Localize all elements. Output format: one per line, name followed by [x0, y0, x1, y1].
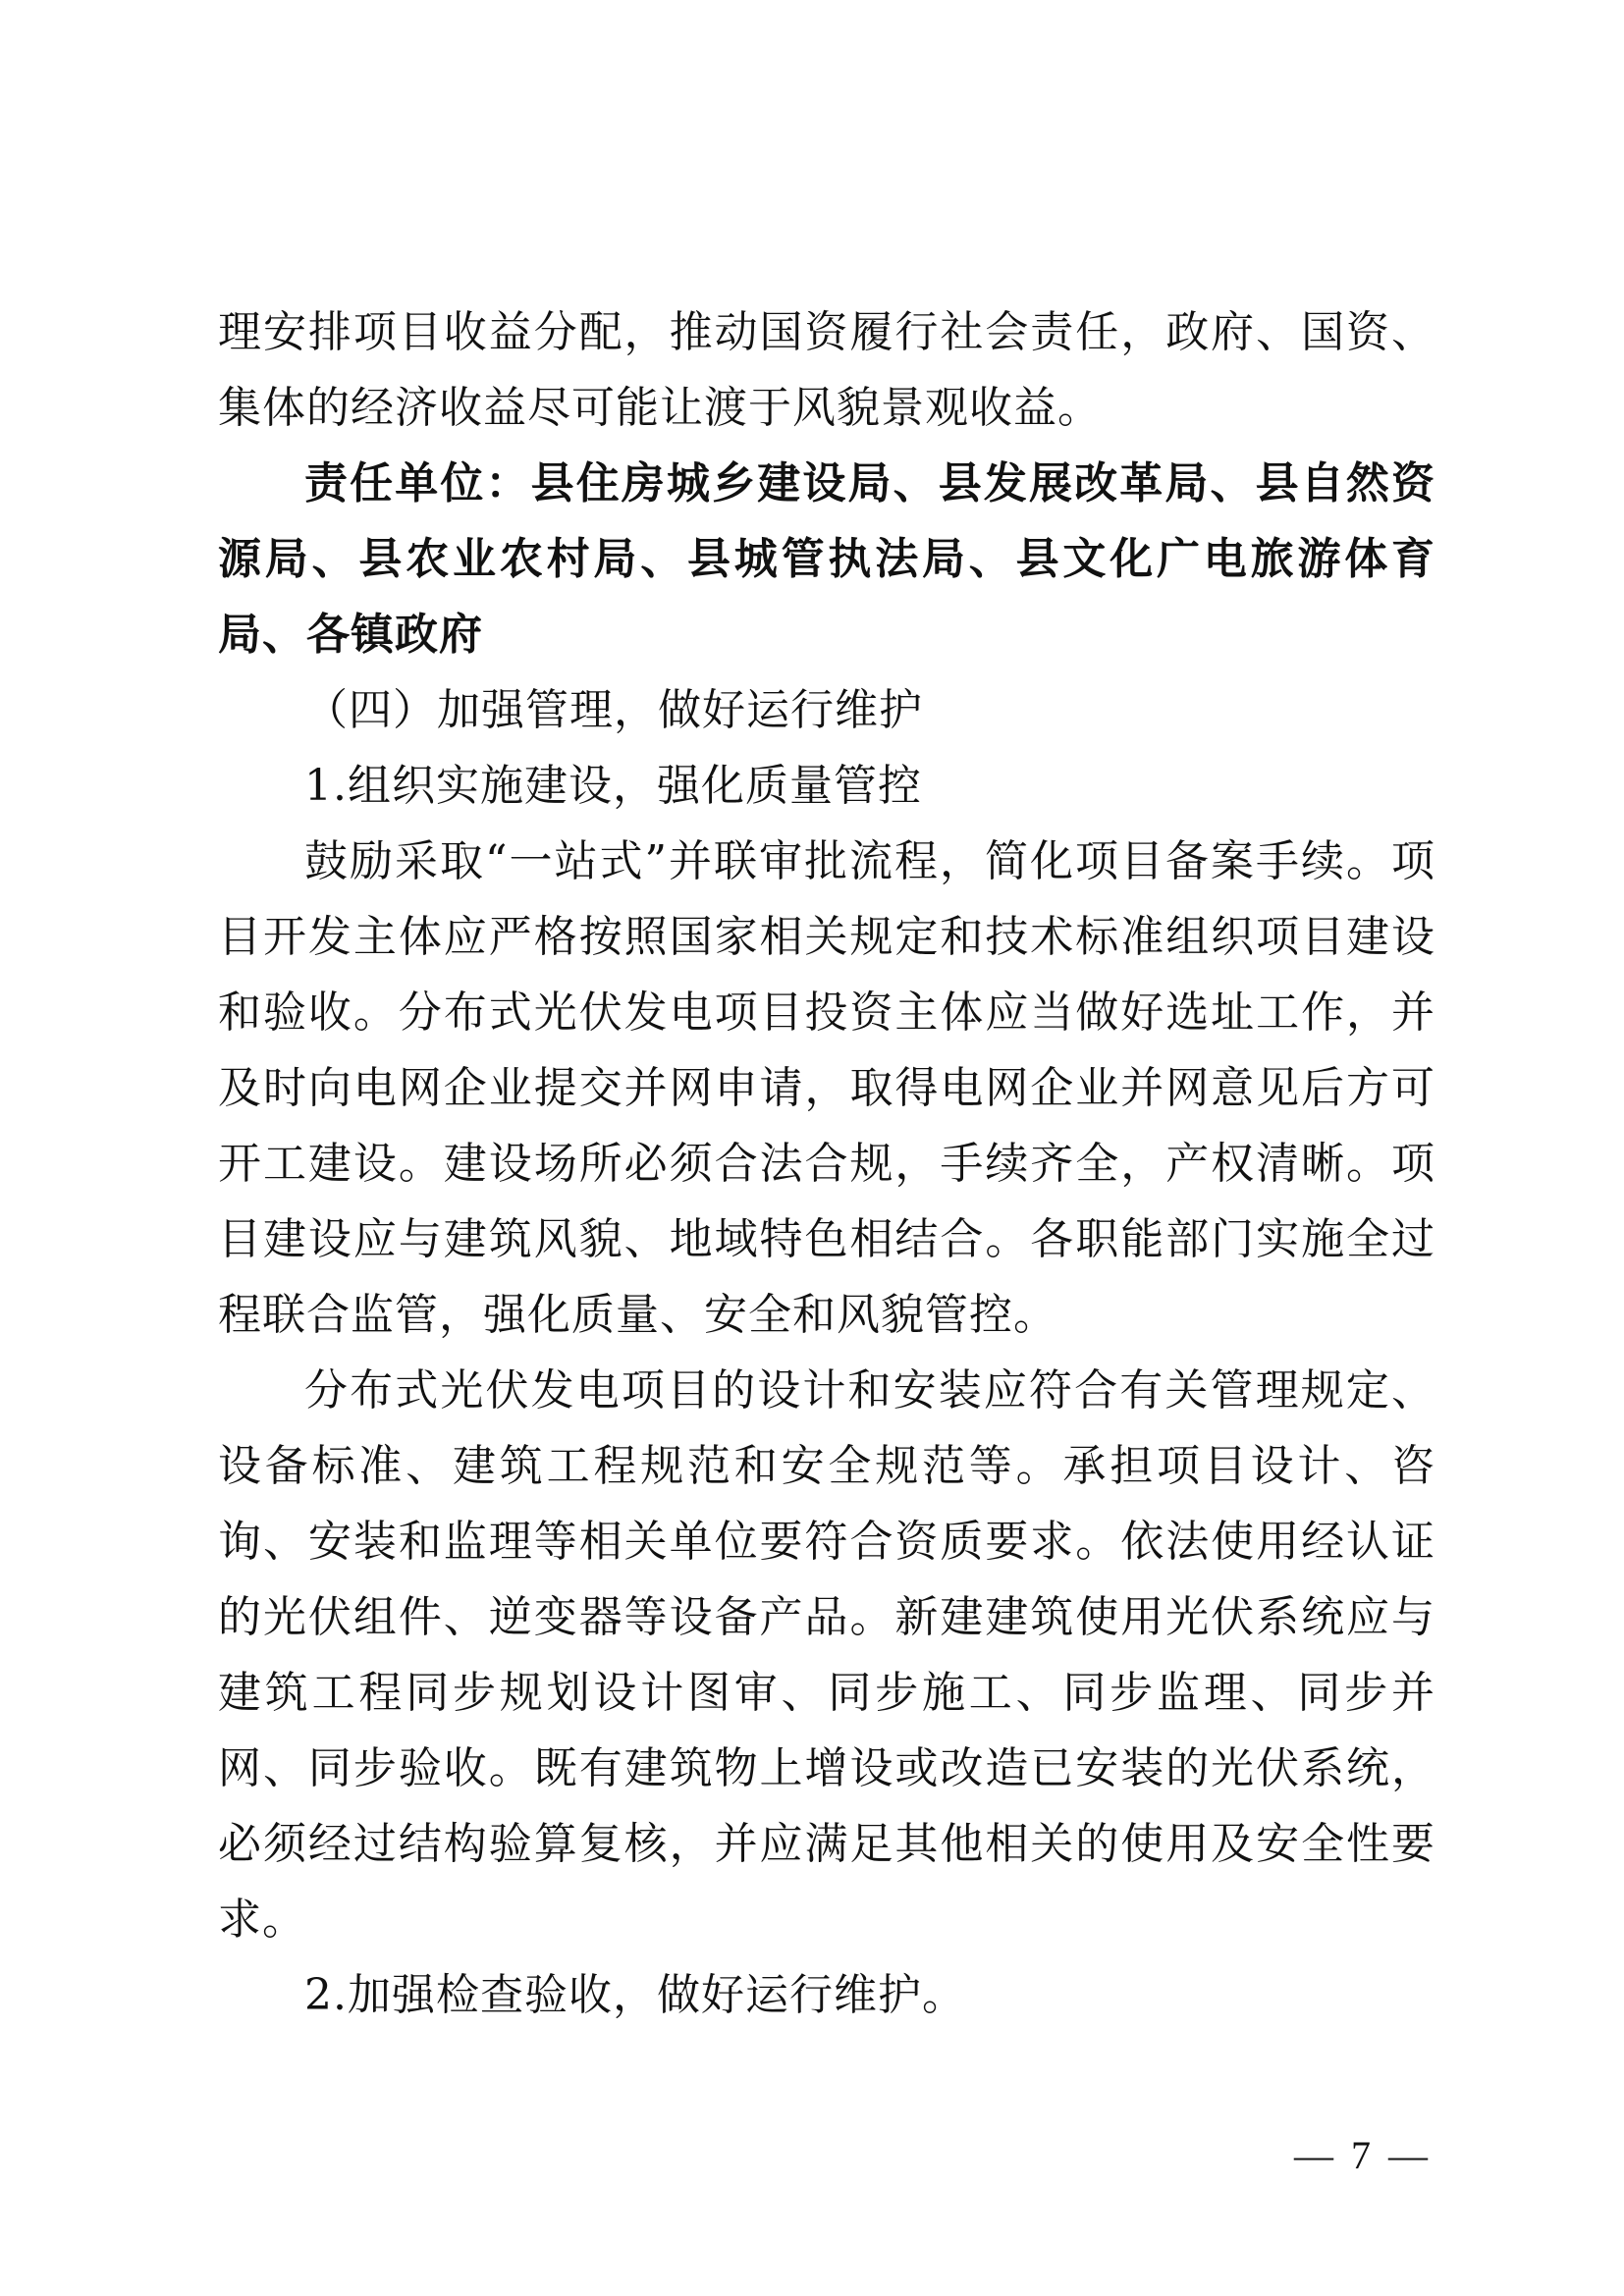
body-paragraph-approval: 鼓励采取“一站式”并联审批流程，简化项目备案手续。项目开发主体应严格按照国家相关规定和技术标准组织项目建设和验收。分布式光伏发电项目投资主体应当做好选址工作，并及时向电网企业提交并网申请，取得电网企业并网意见后方可开工建设。建设场所必须合法合规，手续齐全，产权清晰。项目建设应与建筑风貌、地域特色相结合。各职能部门实施全过程联合监管，强化质量、安全和风貌管控。	[218, 836, 1435, 1340]
section-heading-4: （四）加强管理，做好运行维护	[304, 685, 923, 735]
subsection-heading-2: 2.加强检查验收，做好运行维护。	[304, 1970, 966, 2020]
page-number: — 7 —	[1294, 2133, 1432, 2177]
subsection-heading-1: 1.组织实施建设，强化质量管控	[304, 761, 922, 811]
body-paragraph-continuation: 理安排项目收益分配，推动国资履行社会责任，政府、国资、集体的经济收益尽可能让渡于风貌景观收益。	[218, 307, 1435, 433]
document-body	[218, 294, 1435, 2033]
body-paragraph-design-installation: 分布式光伏发电项目的设计和安装应符合有关管理规定、设备标准、建筑工程规范和安全规范等。承担项目设计、咨询、安装和监理等相关单位要符合资质要求。依法使用经认证的光伏组件、逆变器等设备产品。新建建筑使用光伏系统应与建筑工程同步规划设计图审、同步施工、同步监理、同步并网、同步验收。既有建筑物上增设或改造已安装的光伏系统，必须经过结构验算复核，并应满足其他相关的使用及安全性要求。	[218, 1365, 1435, 1945]
responsibility-units-paragraph: 责任单位：县住房城乡建设局、县发展改革局、县自然资源局、县农业农村局、县城管执法局、县文化广电旅游体育局、各镇政府	[218, 458, 1435, 660]
